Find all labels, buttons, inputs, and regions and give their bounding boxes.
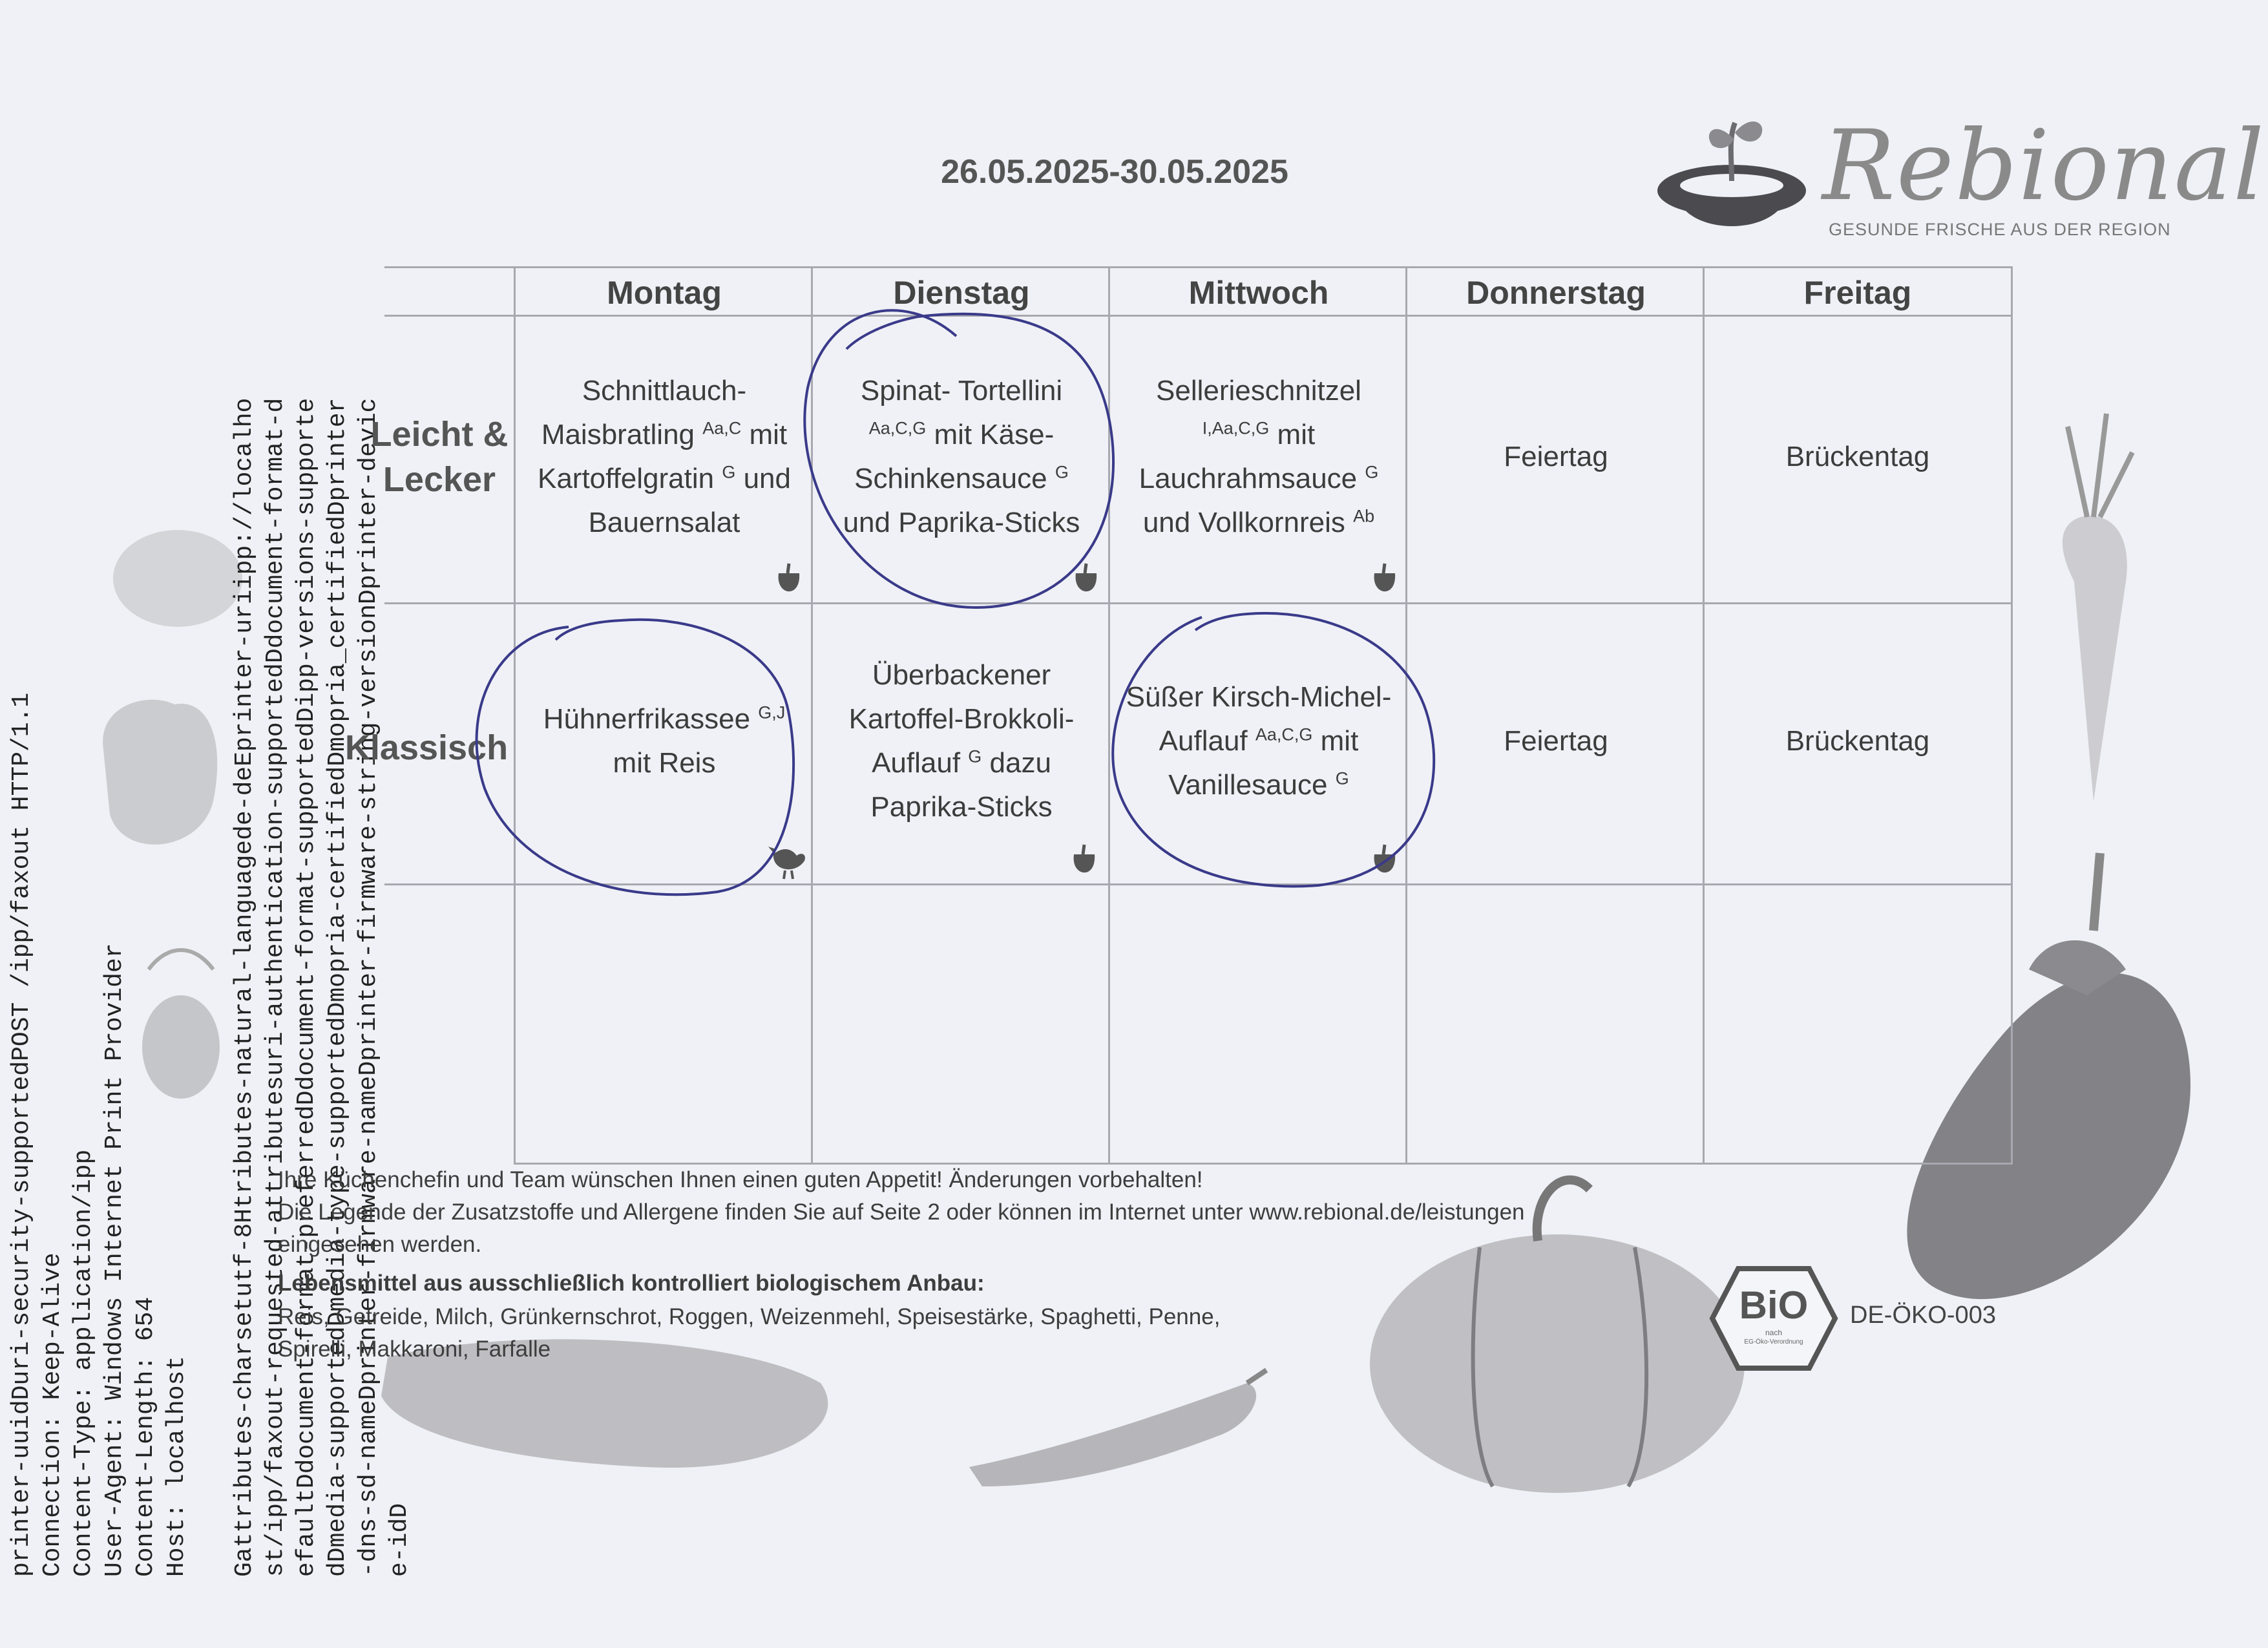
day-header-wednesday: Mittwoch	[1188, 275, 1329, 311]
bio-seal-text: BiO	[1739, 1284, 1809, 1327]
printer-header-line: Content-Length: 654	[132, 1296, 160, 1577]
bio-seal-small2: EG-Öko-Verordnung	[1744, 1338, 1803, 1346]
printer-header-line: dDmedia-supportedDmedia-type-supportedDmopria-certifiedDmopria_certifiedDprinter	[324, 397, 352, 1577]
printer-header-line: efaultDdocument-format-preferredDdocument-format-supportedDipp-versions-supporte	[293, 397, 320, 1577]
printer-header-line: st/ipp/faxout-requested-attributesuri-authentication-supportedDdocument-format-d	[262, 397, 289, 1577]
printer-header-line: Connection: Keep-Alive	[39, 1252, 67, 1577]
bio-heading: Lebensmittel aus ausschließlich kontrolliert biologischem Anbau:	[278, 1271, 985, 1296]
bio-ingredients: Reis, Getreide, Milch, Grünkernschrot, Roggen, Weizenmehl, Speisestärke, Spaghetti, Penne,	[278, 1304, 1221, 1329]
bio-ingredients-cont: Spirelli, Makkaroni, Farfalle	[278, 1336, 551, 1362]
menu-cell-leicht-montag: Schnittlauch- Maisbratling $^{Aa,C}$ mit Kartoffelgratin $^G$ und Bauernsalat	[537, 375, 791, 538]
appetit-note: Ihre Küchenchefin und Team wünschen Ihnen einen guten Appetit! Änderungen vorbehalten!	[278, 1167, 1203, 1192]
printer-header-line: User-Agent: Windows Internet Print Provider	[101, 943, 129, 1577]
row-label-line: Leicht &	[370, 415, 509, 454]
printer-header-line: e-idD	[386, 1503, 414, 1577]
menu-cell-leicht-mittwoch: Sellerieschnitzel $^{I,Aa,C,G}$ mit Lauchrahmsauce $^G$ und Vollkornreis $^{Ab}$	[1139, 375, 1379, 538]
menu-cell-leicht-donnerstag: Feiertag	[1504, 441, 1608, 472]
printer-header-line: -dns-sd-nameDprinter-firmware-nameDprinter-firmware-string-versionDprinter-devic	[355, 397, 383, 1577]
day-header-tuesday: Dienstag	[893, 275, 1030, 311]
menu-cell-klassisch-montag: Hühnerfrikassee $^{G,J}$ mit Reis	[543, 703, 786, 779]
bio-seal-small1: nach	[1765, 1328, 1783, 1337]
printer-header-line: printer-uuidDuri-security-supportedPOST /ipp/faxout HTTP/1.1	[8, 692, 36, 1577]
bio-control-code: DE-ÖKO-003	[1850, 1302, 1996, 1329]
printer-header-line: Content-Type: application/ipp	[70, 1149, 98, 1577]
legend-note: Die Legende der Zusatzstoffe und Allergene finden Sie auf Seite 2 oder können im Internet unter www.rebional.de/leistungen	[278, 1199, 1525, 1225]
day-header-monday: Montag	[607, 275, 722, 311]
menu-cell-klassisch-dienstag: Überbackener Kartoffel-Brokkoli- Auflauf $^G$ dazu Paprika-Sticks	[848, 659, 1075, 823]
bio-seal	[1709, 1263, 1838, 1373]
brand-tagline: GESUNDE FRISCHE AUS DER REGION	[1829, 220, 2171, 239]
date-range: 26.05.2025-30.05.2025	[941, 153, 1288, 191]
legend-note-cont: eingesehen werden.	[278, 1232, 482, 1257]
menu-cell-klassisch-mittwoch: Süßer Kirsch-Michel- Auflauf $^{Aa,C,G}$ mit Vanillesauce $^G$	[1126, 681, 1392, 801]
menu-cell-klassisch-freitag: Brückentag	[1785, 725, 1930, 757]
row-label-line: Klassisch	[344, 728, 509, 767]
day-header-thursday: Donnerstag	[1466, 275, 1646, 311]
menu-cell-klassisch-donnerstag: Feiertag	[1504, 725, 1608, 757]
day-header-friday: Freitag	[1803, 275, 1912, 311]
row-label-line: Lecker	[383, 460, 496, 499]
printer-header-line: Host: localhost	[163, 1355, 191, 1577]
menu-cell-leicht-dienstag: Spinat- Tortellini $^{Aa,C,G}$ mit Käse- Schinkensauce $^G$ und Paprika-Sticks	[843, 375, 1080, 538]
printer-header-line: Gattributes-charsetutf-8Htributes-natural-languagede-deEprinter-uriipp://localho	[231, 397, 258, 1577]
brand-name: Rebional	[1822, 110, 2266, 222]
menu-cell-leicht-freitag: Brückentag	[1785, 441, 1930, 472]
